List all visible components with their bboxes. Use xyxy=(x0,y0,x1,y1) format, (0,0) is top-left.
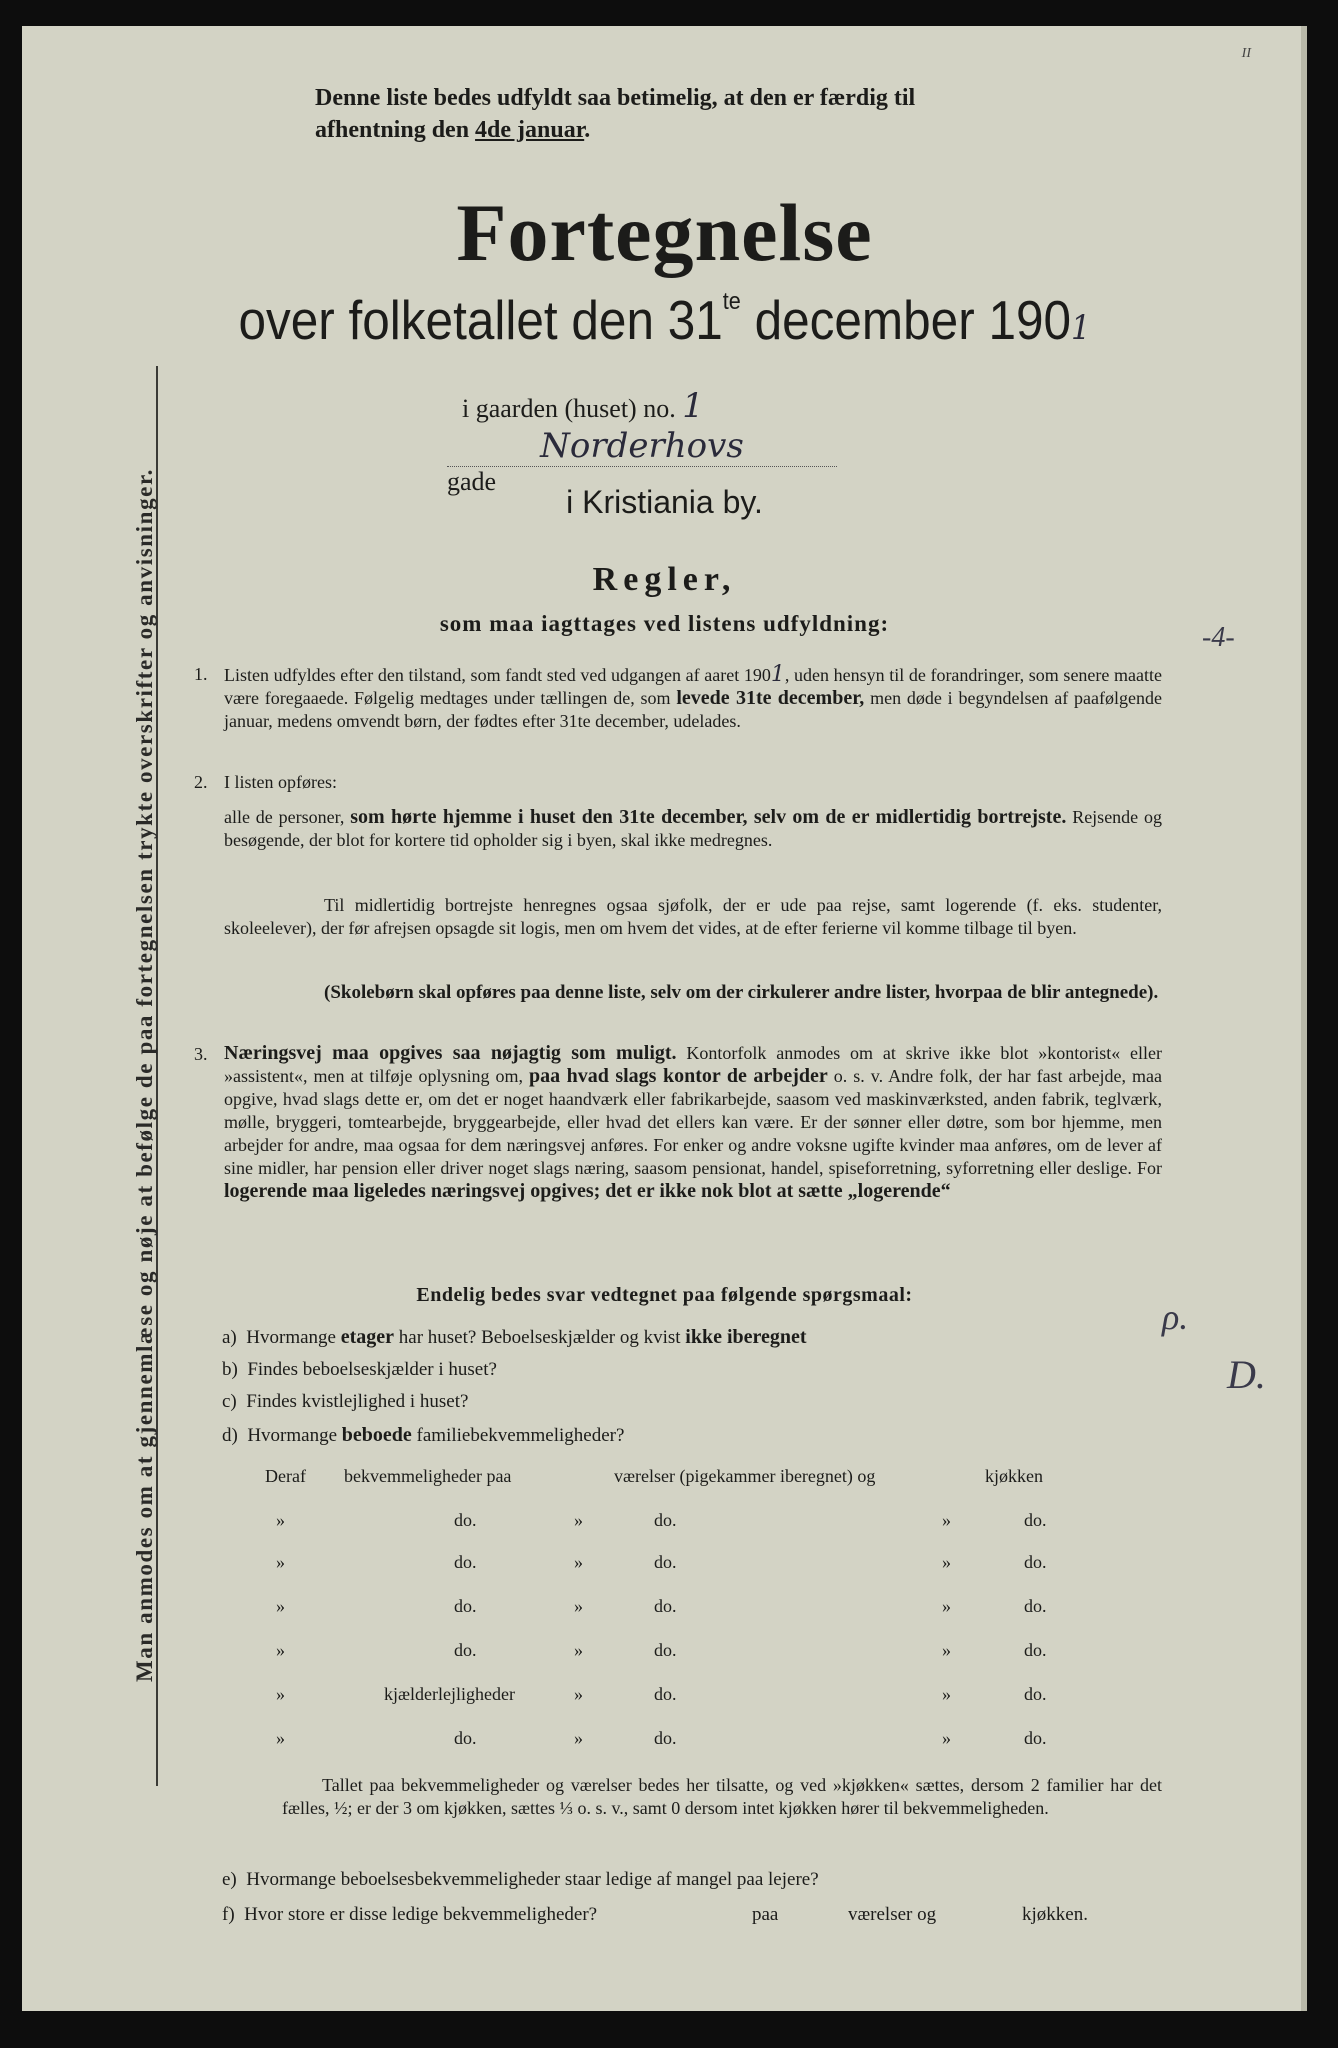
table-cell: do. xyxy=(454,1596,477,1616)
rule-1-handwritten-year: 1 xyxy=(770,662,785,687)
note-text: Tallet paa bekvemmeligheder og værelser bedes her tilsatte, og ved »kjøkken« sættes, dersom 2 familier har det fælles, ½; er der 3 om kjøkken, sættes ⅓ o. s. v., samt 0 dersom intet kjøkken hører til bekvemmeligheden. xyxy=(282,1775,1162,1818)
handwritten-street-name: Norderhovs xyxy=(540,426,744,466)
question-f-paa: paa xyxy=(752,1904,779,1925)
table-cell: » xyxy=(942,1596,951,1616)
form-title: Fortegnelse xyxy=(456,187,873,278)
rule-1-part-c: men døde i begyndelsen af paafølgende januar, medens omvendt børn, der fødtes efter 31te december, udelades. xyxy=(224,688,1163,731)
table-cell: » xyxy=(574,1684,583,1704)
table-cell: do. xyxy=(454,1640,477,1660)
question-d-label: d) xyxy=(222,1425,238,1446)
table-cell: do. xyxy=(454,1728,477,1748)
rule-2-text xyxy=(224,806,1162,852)
table-cell: do. xyxy=(1024,1596,1047,1616)
table-cell: do. xyxy=(654,1552,677,1572)
table-cell: do. xyxy=(1024,1684,1047,1704)
table-cell: » xyxy=(276,1510,285,1530)
rules-heading: Regler, xyxy=(592,561,737,598)
question-a xyxy=(222,1326,807,1349)
table-cell: » xyxy=(942,1728,951,1748)
table-cell: do. xyxy=(454,1510,477,1530)
table-header-kjokken: kjøkken xyxy=(985,1466,1043,1486)
question-f-vaerelser: værelser og xyxy=(848,1904,937,1925)
question-a-mid: har huset? Beboelseskjælder og kvist xyxy=(398,1327,681,1348)
question-d-pre: Hvormange xyxy=(247,1425,338,1446)
rule-1-part-b: , uden hensyn til de forandringer, som senere maatte være foregaaede. Følgelig medtages under tællingen de, som xyxy=(224,665,1162,708)
house-number-line xyxy=(462,386,704,426)
form-subtitle xyxy=(86,288,1243,352)
margin-pencil-mark: ρ. xyxy=(1162,1297,1189,1337)
question-e-label: e) xyxy=(222,1869,237,1890)
question-f xyxy=(222,1904,597,1926)
table-cell: do. xyxy=(654,1596,677,1616)
rule-2-part-a: alle de personer, xyxy=(224,807,345,827)
table-cell: do. xyxy=(1024,1640,1047,1660)
rule-1-bold: levede 31te december, xyxy=(676,687,865,709)
notice-line-2-text: afhentning den xyxy=(315,117,470,143)
rule-2-intro: I listen opføres: xyxy=(224,772,337,792)
table-cell: » xyxy=(574,1510,583,1530)
table-cell: » xyxy=(942,1510,951,1530)
rule-3-bold-3: logerende maa ligeledes næringsvej opgives; det er ikke nok blot at sætte „logerende“ xyxy=(224,1180,951,1202)
rule-2-paragraph-3: (Skolebørn skal opføres paa denne liste, selv om der cirkulerer andre lister, hvorpaa de blir antegnede). xyxy=(324,982,1159,1003)
table-cell: » xyxy=(276,1728,285,1748)
table-cell: do. xyxy=(654,1728,677,1748)
table-cell: » xyxy=(574,1640,583,1660)
apartment-table xyxy=(22,1466,1307,1766)
rules-subheading: som maa iagttages ved listens udfyldning: xyxy=(439,611,890,636)
rule-3-part-b: o. s. v. Andre folk, der har fast arbejde, maa opgive, hvad slags dette er, om det er noget haandværk eller fabrikarbejde, saasom ved maskinværksted, anden fabrik, teglværk, mølle, bryggeri, tomtearbejde, bryggearbejde, eller hvad det ellers kan være. Er der sønner eller døtre, som bor hjemme, men arbejder for andre, maa ogsaa for dem næringsvej anføres. For enker og andre voksne ugifte kvinder maa anføres, om de lever af sine midler, har pension eller driver noget slags næring, saasom pensionat, handel, spiseforretning, syforretning eller deslige. For xyxy=(224,1066,1163,1178)
rule-3-part-a: Kontorfolk anmodes om at skrive ikke blot »kontorist« eller »assistent«, men at tilføje oplysning om, xyxy=(224,1043,1163,1086)
table-cell: » xyxy=(276,1640,285,1660)
table-header-bekvem: bekvemmeligheder paa xyxy=(344,1466,512,1486)
table-cell: » xyxy=(276,1596,285,1616)
questions-intro: Endelig bedes svar vedtegnet paa følgende spørgsmaal: xyxy=(416,1284,913,1306)
table-cell: » xyxy=(574,1552,583,1572)
rule-3-text xyxy=(224,1042,1162,1203)
notice-period: . xyxy=(584,117,591,143)
rule-3-bold-2: paa hvad slags kontor de arbejder xyxy=(528,1065,828,1087)
rule-2-part-b: Rejsende og besøgende, der blot for kortere tid opholder sig i byen, skal ikke medregnes. xyxy=(224,807,1162,850)
question-a-bold-2: ikke iberegnet xyxy=(685,1326,807,1348)
margin-pencil-mark: D. xyxy=(1227,1352,1266,1397)
table-cell: » xyxy=(276,1552,285,1572)
table-cell: » xyxy=(574,1596,583,1616)
table-cell: do. xyxy=(454,1552,477,1572)
question-a-pre: Hvormange xyxy=(246,1327,336,1348)
sidebar-instruction: Man anmodes om at gjennemlæse og nøje at befølge de paa fortegnelsen trykte overskrifter og anvisninger. xyxy=(132,467,157,1683)
question-c xyxy=(222,1391,468,1413)
subtitle-after: december 190 xyxy=(740,289,1072,351)
notice-line-2 xyxy=(315,114,1175,146)
question-f-kjokken: kjøkken. xyxy=(1022,1904,1088,1925)
rule-3-bold-1: Næringsvej maa opgives saa nøjagtig som muligt. xyxy=(224,1042,677,1064)
rule-1-part-a: Listen udfyldes efter den tilstand, som fandt sted ved udgangen af aaret 190 xyxy=(224,665,771,685)
table-cell: do. xyxy=(654,1684,677,1704)
notice-line-1: Denne liste bedes udfyldt saa betimelig, at den er færdig til xyxy=(315,85,916,111)
question-d xyxy=(222,1424,624,1447)
question-f-label: f) xyxy=(222,1904,235,1925)
question-b-label: b) xyxy=(222,1359,238,1380)
table-cell: » xyxy=(276,1684,285,1704)
question-a-bold-1: etager xyxy=(340,1326,395,1348)
rule-2-bold: som hørte hjemme i huset den 31te december, selv om de er midlertidig bortrejste. xyxy=(350,806,1067,828)
table-cell: do. xyxy=(1024,1728,1047,1748)
question-c-text: Findes kvistlejlighed i huset? xyxy=(246,1391,469,1412)
table-cell: » xyxy=(942,1640,951,1660)
question-c-label: c) xyxy=(222,1391,237,1412)
house-number-label: i gaarden (huset) no. xyxy=(462,394,676,423)
margin-pencil-mark: -4- xyxy=(1202,622,1235,653)
page-mark: II xyxy=(1241,46,1251,61)
rule-2-paragraph-2: Til midlertidig bortrejste henregnes ogsaa sjøfolk, der er ude paa rejse, samt logerende (f. eks. studenter, skoleelever), der før afrejsen opsagde sit logis, men om hvem det vides, at de efter ferierne vil komme tilbage til byen. xyxy=(224,895,1162,938)
table-header-deraf: Deraf xyxy=(265,1466,306,1486)
handwritten-house-number: 1 xyxy=(682,386,704,426)
question-b-text: Findes beboelseskjælder i huset? xyxy=(247,1359,497,1380)
table-cell: do. xyxy=(654,1640,677,1660)
city-line: i Kristiania by. xyxy=(566,484,763,520)
table-cell: kjælderlejligheder xyxy=(384,1684,515,1704)
street-suffix: gade xyxy=(447,467,497,496)
table-cell: do. xyxy=(654,1510,677,1530)
table-cell: do. xyxy=(1024,1552,1047,1572)
table-cell: » xyxy=(942,1552,951,1572)
census-form-page xyxy=(22,26,1307,2011)
table-cell: » xyxy=(942,1684,951,1704)
rule-1-number: 1. xyxy=(194,664,208,684)
handwritten-year: 1 xyxy=(1071,308,1091,348)
return-notice xyxy=(315,82,1175,146)
question-f-text: Hvor store er disse ledige bekvemmeligheder? xyxy=(244,1904,598,1925)
question-e-text: Hvormange beboelsesbekvemmeligheder staar ledige af mangel paa lejere? xyxy=(246,1869,819,1890)
question-d-bold: beboede xyxy=(341,1424,412,1446)
question-e xyxy=(222,1869,819,1891)
table-cell: do. xyxy=(1024,1510,1047,1530)
notice-date: 4de januar xyxy=(475,117,585,143)
table-cell: » xyxy=(574,1728,583,1748)
rule-1-text xyxy=(224,663,1162,733)
question-b xyxy=(222,1359,497,1381)
subtitle-before: over folketallet den 31 xyxy=(238,289,723,351)
rule-2-number: 2. xyxy=(194,772,208,792)
question-a-label: a) xyxy=(222,1327,237,1348)
question-d-post: familiebekvemmeligheder? xyxy=(416,1425,625,1446)
rule-3-number: 3. xyxy=(194,1044,208,1064)
subtitle-sup: te xyxy=(722,288,741,315)
table-header-vaerelser: værelser (pigekammer iberegnet) og xyxy=(614,1466,876,1486)
